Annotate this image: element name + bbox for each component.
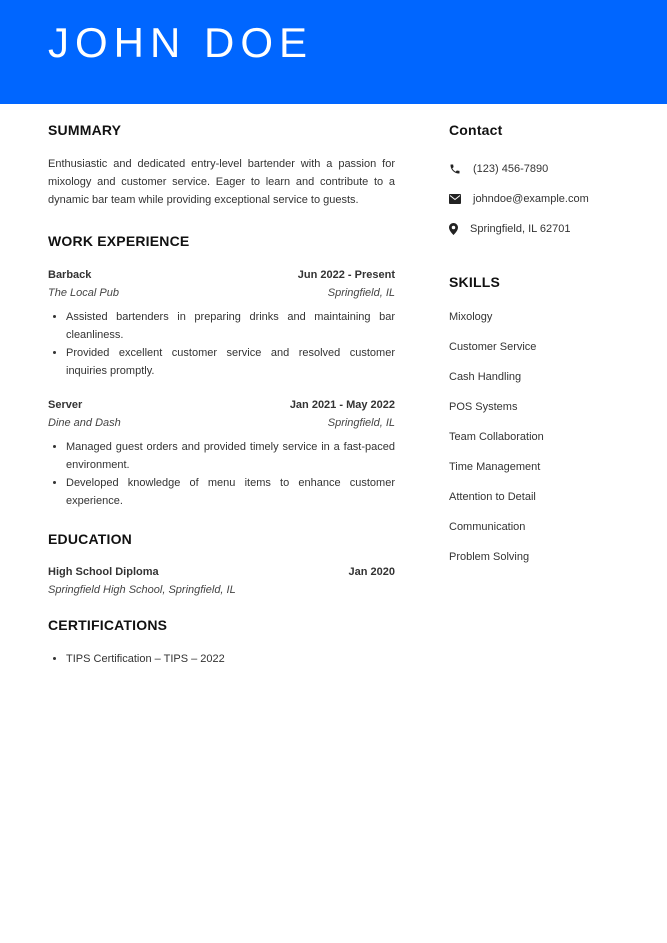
skill-item: Time Management (449, 461, 541, 473)
work-section (48, 232, 395, 510)
skill-item: Mixology (449, 311, 493, 323)
degree: High School Diploma (48, 566, 159, 578)
job-bullet: • Developed knowledge of menu items to enhance customer experience. (66, 474, 395, 510)
job-bullets (48, 438, 395, 510)
certification-item: • TIPS Certification – TIPS – 2022 (66, 650, 395, 668)
skill-item: Problem Solving (449, 551, 530, 563)
education-section (48, 530, 395, 599)
job-location: Springfield, IL (327, 287, 395, 299)
summary-text: Enthusiastic and dedicated entry-level bartender with a passion for mixology and customer service. Eager to learn and contribute to a dynamic bar team while providing exceptional service to guests. (48, 158, 395, 206)
candidate-name: JOHN DOE (48, 19, 314, 66)
skill-item: Communication (449, 521, 526, 533)
job-location: Springfield, IL (327, 417, 395, 429)
work-heading: WORK EXPERIENCE (48, 233, 190, 249)
skill-item: Team Collaboration (449, 431, 544, 443)
job-bullet: • Managed guest orders and provided timely service in a fast-paced environment. (66, 438, 395, 474)
contact-email (449, 184, 639, 214)
contact-location (449, 214, 639, 244)
skill-item: POS Systems (449, 401, 518, 413)
summary-heading: SUMMARY (48, 122, 122, 138)
skill-item: Cash Handling (449, 371, 522, 383)
summary-section (48, 121, 395, 209)
education-date: Jan 2020 (348, 566, 395, 578)
school: Springfield High School, Springfield, IL (48, 584, 236, 596)
job-bullets (48, 308, 395, 380)
job-bullet: • Provided excellent customer service and resolved customer inquiries promptly. (66, 344, 395, 380)
skills-section (449, 273, 639, 572)
location-text: Springfield, IL 62701 (470, 223, 571, 235)
certifications-section (48, 616, 395, 668)
job-entry (48, 266, 395, 380)
main-column (48, 121, 395, 668)
skill-item: Attention to Detail (449, 491, 536, 503)
skills-heading: SKILLS (449, 274, 500, 290)
contact-section (449, 121, 639, 244)
job-company: Dine and Dash (48, 417, 121, 429)
job-bullet: • Assisted bartenders in preparing drinks and maintaining bar cleanliness. (66, 308, 395, 344)
education-heading: EDUCATION (48, 531, 132, 547)
certifications-heading: CERTIFICATIONS (48, 617, 168, 633)
job-dates: Jun 2022 - Present (297, 269, 395, 281)
job-entry (48, 396, 395, 510)
job-company: The Local Pub (48, 287, 119, 299)
job-dates: Jan 2021 - May 2022 (289, 399, 395, 411)
contact-heading: Contact (449, 122, 503, 138)
phone-icon (449, 163, 473, 175)
phone-number: (123) 456-7890 (473, 163, 549, 175)
email-address: johndoe@example.com (473, 193, 589, 205)
job-title: Server (48, 399, 83, 411)
envelope-icon (449, 194, 473, 204)
map-marker-icon (449, 223, 470, 235)
contact-phone (449, 154, 639, 184)
side-column (449, 121, 639, 572)
header-banner (0, 0, 667, 104)
job-title: Barback (48, 269, 92, 281)
skill-item: Customer Service (449, 341, 537, 353)
certifications-list (48, 650, 395, 668)
